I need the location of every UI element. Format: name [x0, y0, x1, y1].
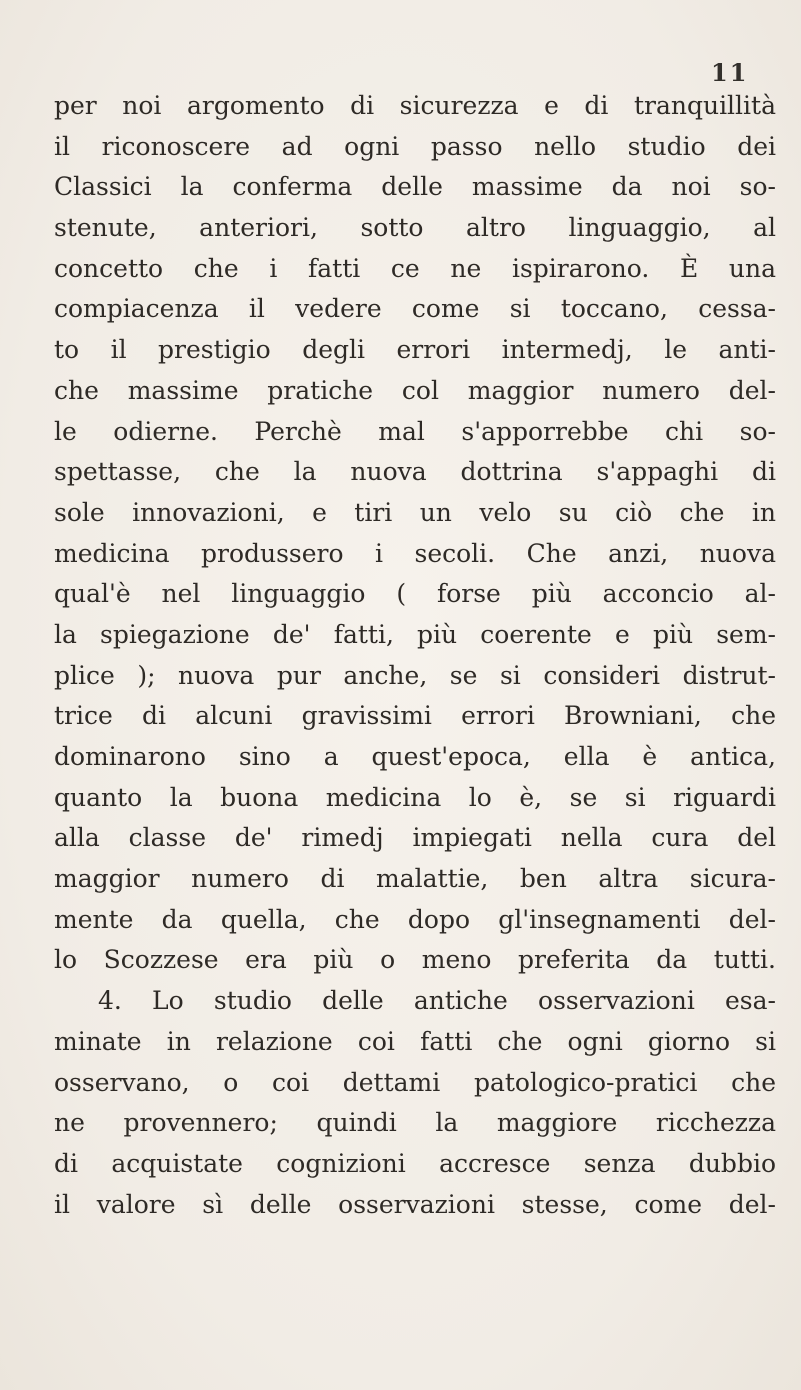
text-line: per noi argomento di sicurezza e di tranquillità	[54, 91, 776, 120]
text-line: plice ); nuova pur anche, se si consideri distrut-	[54, 660, 776, 690]
text-line: che massime pratiche col maggior numero del-	[54, 375, 776, 405]
text-line: quanto la buona medicina lo è, se si riguardi	[54, 782, 776, 812]
text-line: sole innovazioni, e tiri un velo su ciò che in	[54, 497, 776, 527]
text-line: compiacenza il vedere come si toccano, cessa-	[54, 294, 776, 324]
text-line: Classici la conferma delle massime da noi so-	[54, 172, 776, 202]
text-line: le odierne. Perchè mal s'apporrebbe chi so-	[54, 416, 776, 446]
text-line: il riconoscere ad ogni passo nello studio dei	[54, 131, 776, 161]
text-line: concetto che i fatti ce ne ispirarono. È una	[54, 253, 776, 283]
text-line: trice di alcuni gravissimi errori Browniani, che	[54, 701, 776, 731]
text-line: to il prestigio degli errori intermedj, le anti-	[54, 335, 776, 365]
text-line: stenute, anteriori, sotto altro linguaggio, al	[54, 213, 776, 243]
text-line: lo Scozzese era più o meno preferita da tutti.	[54, 945, 776, 975]
text-line: maggior numero di malattie, ben altra sicura-	[54, 864, 776, 894]
body-text	[54, 86, 776, 1225]
page-number: 11	[711, 58, 749, 87]
text-line: di acquistate cognizioni accresce senza dubbio	[54, 1148, 776, 1178]
text-line: medicina produssero i secoli. Che anzi, nuova	[54, 538, 776, 568]
text-line: qual'è nel linguaggio ( forse più acconcio al-	[54, 579, 776, 609]
text-line: il valore sì delle osservazioni stesse, come del-	[54, 1189, 776, 1219]
text-line: alla classe de' rimedj impiegati nella cura del	[54, 823, 776, 853]
section-start-line: 4. Lo studio delle antiche osservazioni esa-	[98, 986, 776, 1016]
text-line: osservano, o coi dettami patologico-pratici che	[54, 1067, 776, 1097]
text-line: ne provennero; quindi la maggiore ricchezza	[54, 1108, 776, 1138]
text-line: spettasse, che la nuova dottrina s'appaghi di	[54, 457, 776, 487]
text-line: la spiegazione de' fatti, più coerente e più sem-	[54, 619, 776, 649]
text-line: mente da quella, che dopo gl'insegnamenti del-	[54, 904, 776, 934]
text-line: minate in relazione coi fatti che ogni giorno si	[54, 1026, 776, 1056]
text-line: dominarono sino a quest'epoca, ella è antica,	[54, 742, 776, 771]
